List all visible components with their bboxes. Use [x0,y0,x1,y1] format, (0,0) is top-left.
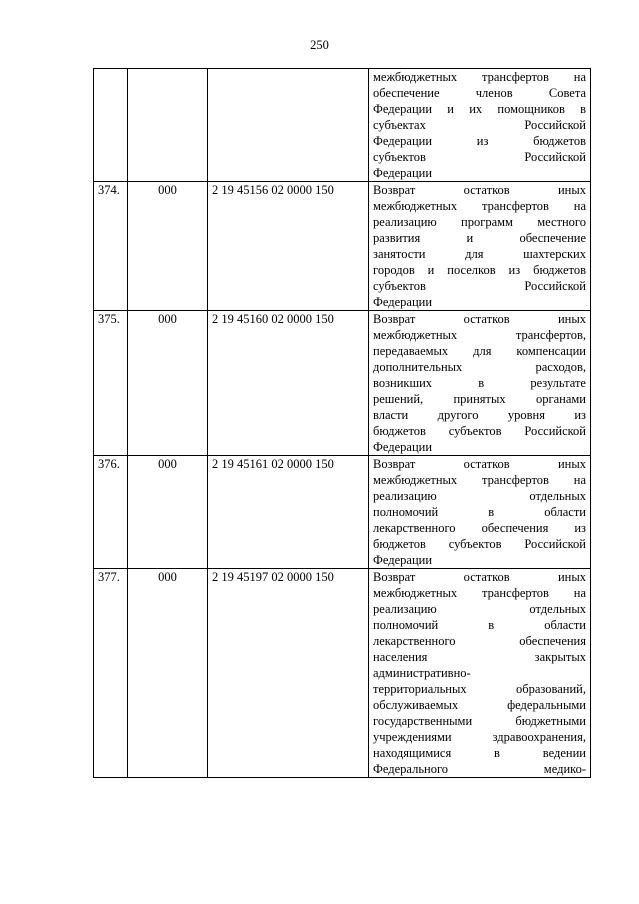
budget-classification-code [208,69,369,182]
description-line: Федерального медико- [373,762,586,776]
description-line: Возврат остатков иных [373,457,586,471]
description-line: межбюджетных трансфертов на [373,473,586,487]
table-row [94,182,591,311]
description-line: решений, принятых органами [373,392,586,406]
admin-code: 000 [128,456,208,569]
description-line: Федерации [373,166,433,180]
revenue-description [369,182,591,311]
description-line: полномочий в области [373,618,586,632]
table-body [94,69,591,778]
description-line: лекарственного обеспечения из [373,521,586,535]
budget-classification-code: 2 19 45160 02 0000 150 [208,311,369,456]
description-line: Федерации [373,295,433,309]
revenue-description [369,69,591,182]
description-line: межбюджетных трансфертов на [373,586,586,600]
page-number: 250 [310,38,329,52]
description-line: реализацию отдельных [373,602,586,616]
budget-classification-code: 2 19 45197 02 0000 150 [208,569,369,778]
description-line: возникших в результате [373,376,586,390]
description-line: субъектов Российской [373,279,586,293]
description-line: обслуживаемых федеральными [373,698,586,712]
admin-code: 000 [128,182,208,311]
description-line: бюджетов субъектов Российской [373,424,586,438]
description-line: реализацию программ местного [373,215,586,229]
description-line: лекарственного обеспечения [373,634,586,648]
description-line: находящимися в ведении [373,746,586,760]
budget-revenue-table [93,68,591,778]
description-line: территориальных образований, [373,682,586,696]
description-line: реализацию отдельных [373,489,586,503]
row-number [94,69,128,182]
description-line: государственными бюджетными [373,714,586,728]
description-line: Возврат остатков иных [373,183,586,197]
description-line: бюджетов субъектов Российской [373,537,586,551]
description-line: субъектах Российской [373,118,586,132]
description-line: межбюджетных трансфертов на [373,199,586,213]
row-number: 374. [94,182,128,311]
table-row [94,569,591,778]
description-line: Возврат остатков иных [373,312,586,326]
description-line: межбюджетных трансфертов, [373,328,586,342]
description-line: административно- [373,666,471,680]
description-line: занятости для шахтерских [373,247,586,261]
admin-code: 000 [128,569,208,778]
table-row [94,311,591,456]
budget-classification-code: 2 19 45156 02 0000 150 [208,182,369,311]
description-line: учреждениями здравоохранения, [373,730,586,744]
revenue-description [369,456,591,569]
row-number: 375. [94,311,128,456]
description-line: Возврат остатков иных [373,570,586,584]
description-line: Федерации и их помощников в [373,102,586,116]
revenue-description [369,569,591,778]
description-line: субъектов Российской [373,150,586,164]
description-line: Федерации из бюджетов [373,134,586,148]
table-row [94,456,591,569]
description-line: передаваемых для компенсации [373,344,586,358]
description-line: полномочий в области [373,505,586,519]
description-line: Федерации [373,553,433,567]
row-number: 376. [94,456,128,569]
description-line: обеспечение членов Совета [373,86,586,100]
description-line: Федерации [373,440,433,454]
description-line: развития и обеспечение [373,231,586,245]
description-line: городов и поселков из бюджетов [373,263,586,277]
description-line: власти другого уровня из [373,408,586,422]
description-line: межбюджетных трансфертов на [373,70,586,84]
row-number: 377. [94,569,128,778]
admin-code: 000 [128,311,208,456]
description-line: дополнительных расходов, [373,360,586,374]
table-row [94,69,591,182]
revenue-description [369,311,591,456]
budget-classification-code: 2 19 45161 02 0000 150 [208,456,369,569]
admin-code [128,69,208,182]
description-line: населения закрытых [373,650,586,664]
